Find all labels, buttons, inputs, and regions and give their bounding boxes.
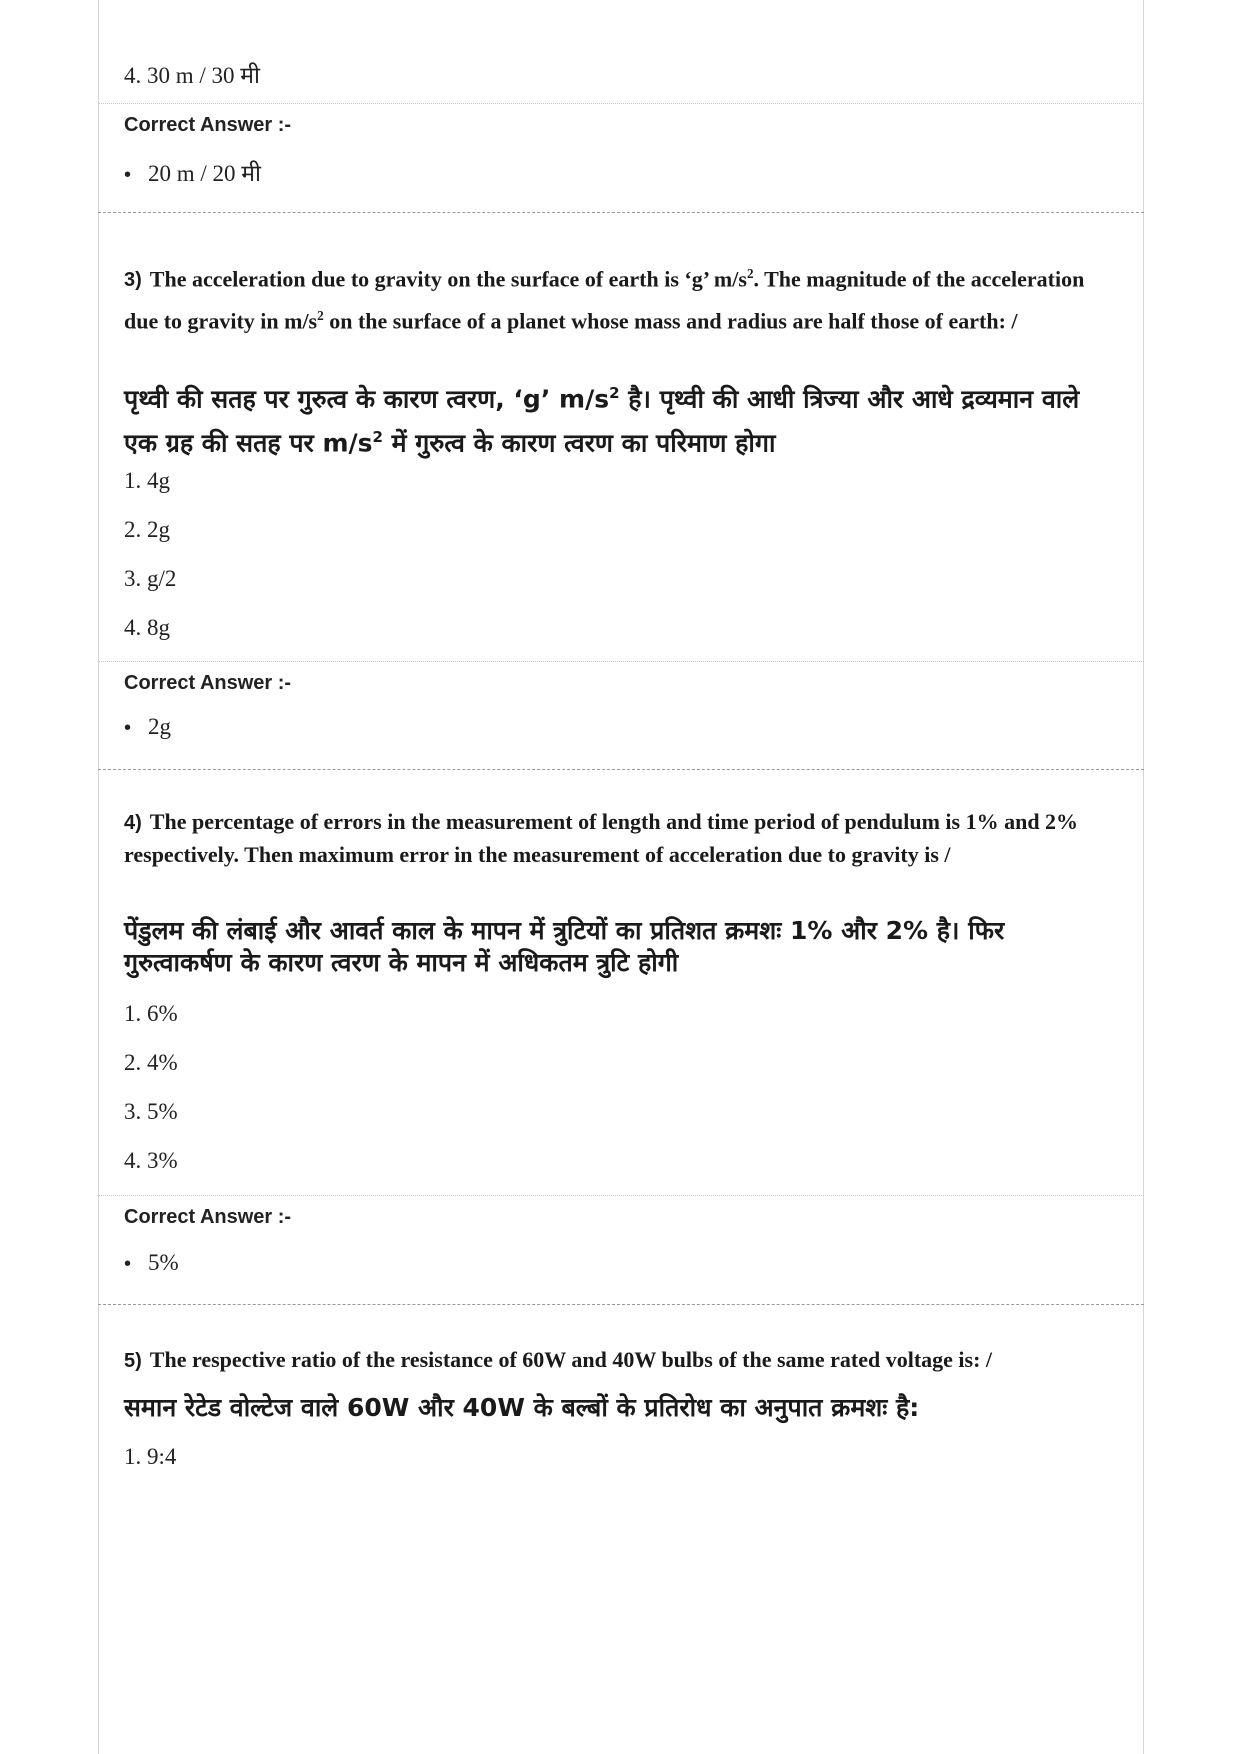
q4-number: 4) (124, 812, 142, 834)
q5-option-1: 1. 9:4 (124, 1444, 177, 1469)
q3-correct-answer-text: 2g (148, 714, 171, 739)
bullet-icon: • (124, 1253, 132, 1275)
q3-option-4: 4. 8g (124, 615, 170, 640)
question-separator (98, 769, 1144, 770)
q3-option-2: 2. 2g (124, 517, 170, 542)
question-separator (98, 212, 1144, 213)
q2-correct-answer-text: 20 m / 20 मी (148, 161, 261, 186)
q3-option-3: 3. g/2 (124, 566, 177, 591)
divider (98, 103, 1144, 104)
q2-correct-answer-label: Correct Answer :- (124, 114, 292, 136)
q5-number: 5) (124, 1350, 142, 1372)
q3-question-english: 3) The acceleration due to gravity on the surface of earth is ‘g’ $m/s^2$. The magnitude of the acceleration due to gravity in $m/s^2$ on the surface of a planet whose mass and radius are half those of earth: / (124, 266, 1085, 334)
q5-question-hindi: समान रेटेड वोल्टेज वाले 60W और 40W के बल्बों के प्रतिरोध का अनुपात क्रमशः है: (124, 1393, 920, 1422)
q4-question-english: 4) The percentage of errors in the measurement of length and time period of pendulum is 1% and 2% respectively. Then maximum error in the measurement of acceleration due to gravity is / (124, 809, 1079, 867)
q4-option-1: 1. 6% (124, 1001, 178, 1026)
q3-number: 3) (124, 269, 142, 292)
q2-option-4: 4. 30 m / 30 मी (124, 63, 260, 88)
q5-question-english: 5) The respective ratio of the resistance of 60W and 40W bulbs of the same rated voltage is: / (124, 1347, 993, 1372)
q4-option-4: 4. 3% (124, 1148, 178, 1173)
q4-question-hindi: पेंडुलम की लंबाई और आवर्त काल के मापन में त्रुटियों का प्रतिशत क्रमशः 1% और 2% है। फिर गुरुत्वाकर्षण के कारण त्वरण के मापन में अधिकतम त्रुटि होगी (124, 916, 1005, 977)
bullet-icon: • (124, 164, 132, 186)
q3-question-hindi: पृथ्वी की सतह पर गुरुत्व के कारण त्वरण, ‘g’ $m/s^2$ है। पृथ्वी की आधी त्रिज्या और आधे द्रव्यमान वाले एक ग्रह की सतह पर $m/s^2$ में गुरुत्व के कारण त्वरण का परिमाण होगा (124, 384, 1080, 458)
q3-option-1: 1. 4g (124, 468, 170, 493)
q2-correct-answer (124, 156, 261, 188)
q4-correct-answer-text: 5% (148, 1250, 179, 1275)
bullet-icon: • (124, 717, 132, 739)
q4-correct-answer (124, 1250, 179, 1276)
divider (98, 1195, 1144, 1196)
q4-option-3: 3. 5% (124, 1099, 178, 1124)
q3-correct-answer-label: Correct Answer :- (124, 672, 292, 694)
divider (98, 661, 1144, 662)
question-separator (98, 1304, 1144, 1305)
q4-option-2: 2. 4% (124, 1050, 178, 1075)
q4-correct-answer-label: Correct Answer :- (124, 1206, 292, 1228)
q3-correct-answer (124, 714, 171, 740)
